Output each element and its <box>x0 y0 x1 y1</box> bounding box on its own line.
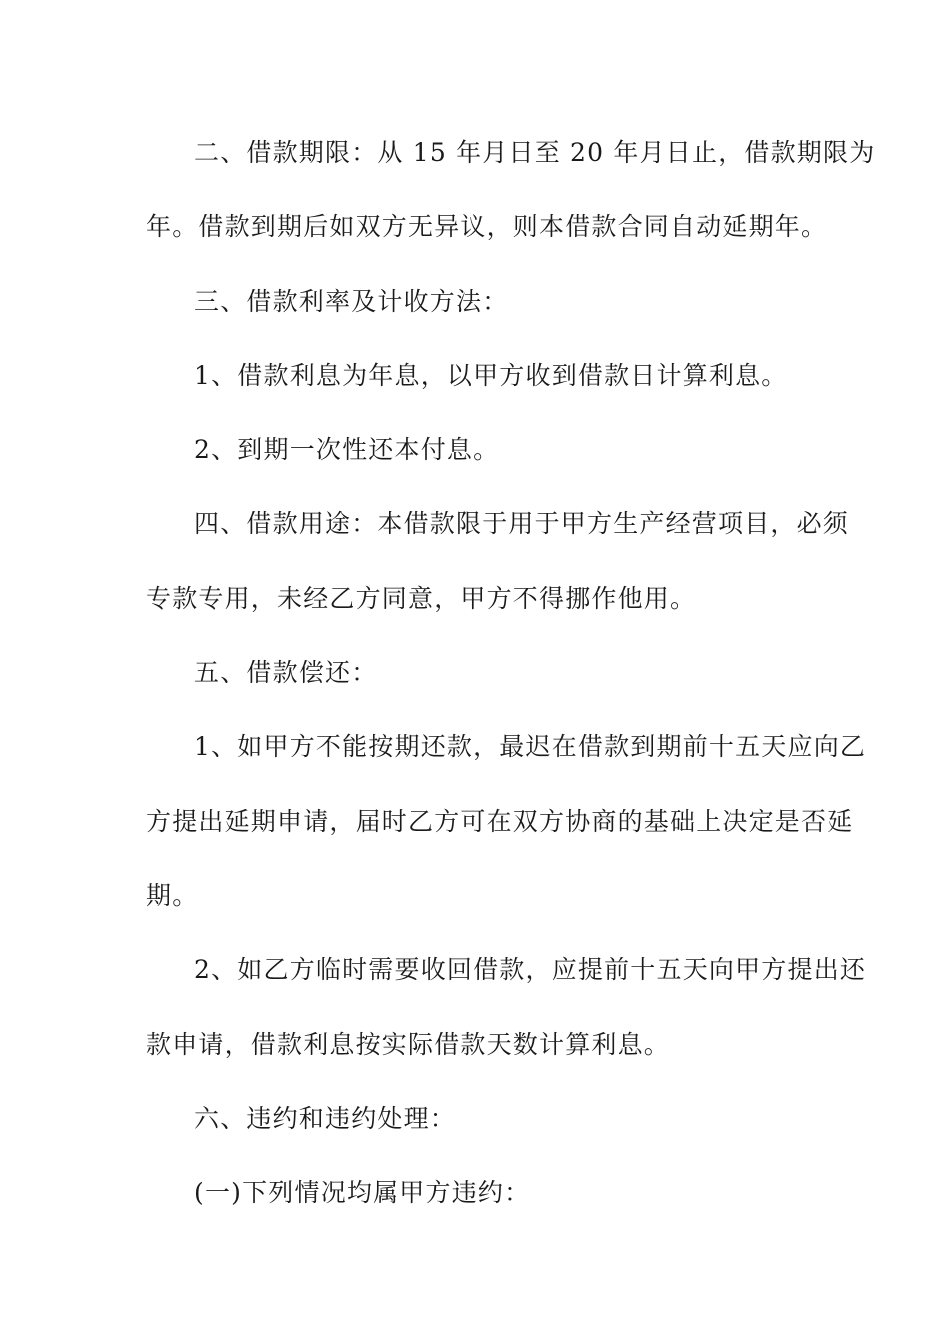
section-heading-repayment: 五、借款偿还： <box>194 658 378 688</box>
list-item-interest-1: 1、借款利息为年息，以甲方收到借款日计算利息。 <box>194 360 788 390</box>
list-item-interest-2: 2、到期一次性还本付息。 <box>194 435 500 465</box>
paragraph-loan-purpose: 四、借款用途：本借款限于用于甲方生产经营项目，必须 <box>194 509 850 539</box>
list-item-repayment-2-continued: 款申请，借款利息按实际借款天数计算利息。 <box>146 1029 671 1059</box>
subsection-heading-party-a-breach: (一)下列情况均属甲方违约： <box>194 1178 531 1208</box>
list-item-repayment-1-end: 期。 <box>146 880 199 910</box>
section-heading-interest-rate: 三、借款利率及计收方法： <box>194 286 509 316</box>
list-item-repayment-1: 1、如甲方不能按期还款，最迟在借款到期前十五天应向乙 <box>194 732 867 762</box>
paragraph-loan-term-continued: 年。借款到期后如双方无异议，则本借款合同自动延期年。 <box>146 212 828 242</box>
paragraph-loan-purpose-continued: 专款专用，未经乙方同意，甲方不得挪作他用。 <box>146 583 697 613</box>
paragraph-loan-term: 二、借款期限：从 15 年月日至 20 年月日止，借款期限为 <box>194 138 876 167</box>
section-heading-breach: 六、违约和违约处理： <box>194 1103 457 1133</box>
list-item-repayment-1-continued: 方提出延期申请，届时乙方可在双方协商的基础上决定是否延 <box>146 806 854 836</box>
list-item-repayment-2: 2、如乙方临时需要收回借款，应提前十五天向甲方提出还 <box>194 955 867 985</box>
document-body <box>146 125 876 1239</box>
